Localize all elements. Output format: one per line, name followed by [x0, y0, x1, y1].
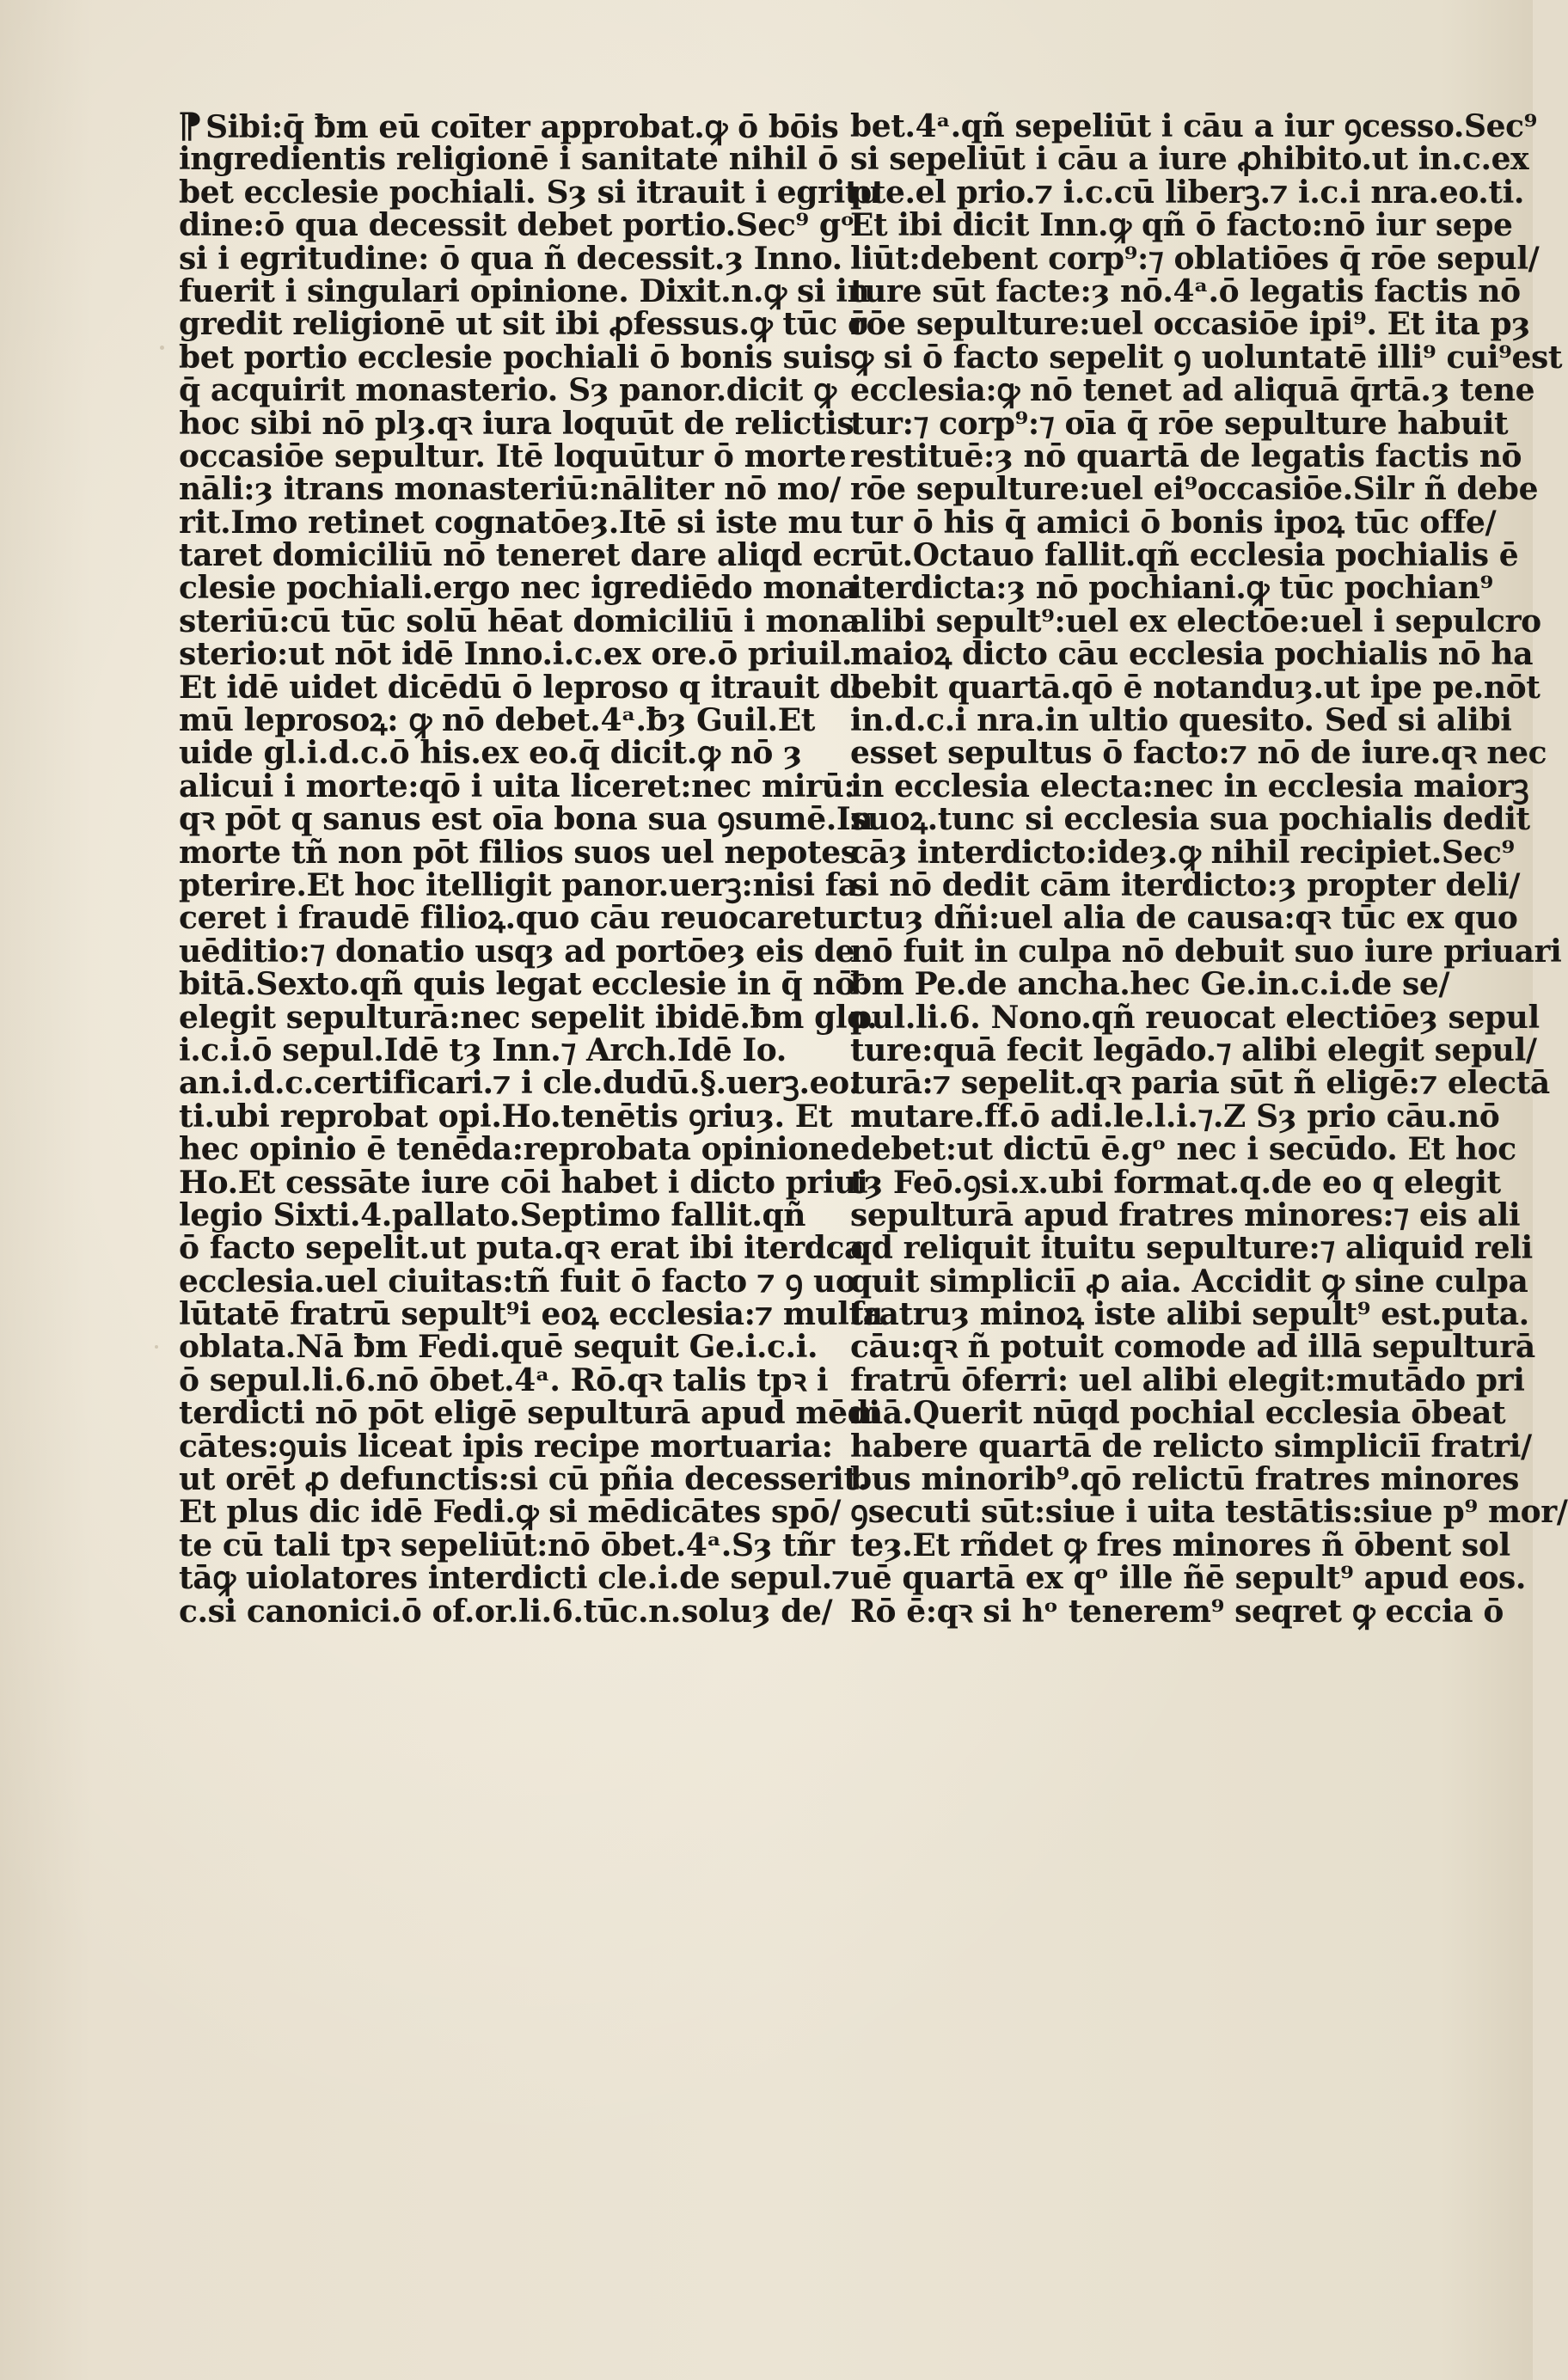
text-line: maioꝝ dicto cāu ecclesia pochialis nō ha — [850, 636, 1534, 673]
text-line: clesie pochiali.ergo nec igrediēdo mona — [179, 570, 858, 607]
paper-speck — [155, 1345, 158, 1349]
text-line: nō fuit in culpa nō debuit suo iure priuari — [850, 933, 1562, 970]
text-line: cāu:qꝛ ñ potuit comode ad illā sepulturā — [850, 1329, 1535, 1366]
text-line: bet portio ecclesie pochiali ō bonis suis — [179, 339, 851, 376]
text-line: bus minorib⁹.qō relictū fratres minores — [850, 1461, 1519, 1498]
text-line: ō facto sepelit.ut puta.qꝛ erat ibi iterdca — [179, 1230, 864, 1267]
text-line: qd reliquit ituitu sepulture:⁊ aliquid reli — [850, 1230, 1533, 1267]
text-line: tur ō his q̄ amici ō bonis ipoꝝ tūc offe/ — [850, 504, 1497, 541]
text-line: si nō dedit cām iterdicto:ȝ propter deli/ — [850, 866, 1520, 903]
text-line: ctuȝ dñi:uel alia de causa:qꝛ tūc ex quo — [850, 900, 1518, 937]
text-line: ꝯsecuti sūt:siue i uita testātis:siue p⁹ mor/ — [850, 1494, 1568, 1531]
text-line: hec opinio ē tenēda:reprobata opinione — [179, 1131, 850, 1168]
text-line: lūtatē fratrū sepult⁹i eoꝝ ecclesia:⁊ multa — [179, 1296, 883, 1333]
text-line: mutare.ff.ō adi.le.l.i.⁊.Z Sȝ prio cāu.nō — [850, 1098, 1500, 1135]
text-line: uē quartā ex qᵒ ille ñē sepult⁹ apud eos. — [850, 1560, 1527, 1597]
text-line: mū leprosoꝝ: ꝙ nō debet.4ᵃ.ƀȝ Guil.Et — [179, 702, 816, 739]
text-line: Et idē uidet dicēdū ō leproso q itrauit do — [179, 669, 872, 706]
text-line: restituē:ȝ nō quartā de legatis factis nō — [850, 437, 1522, 474]
text-line: turā:⁊ sepelit.qꝛ paria sūt ñ eligē:⁊ electā — [850, 1065, 1550, 1102]
text-line: bet.4ᵃ.qñ sepeliūt i cāu a iur ꝯcesso.Sec⁹ — [850, 108, 1537, 144]
text-line: dine:ō qua decessit debet portio.Sec⁹ gᵒ — [179, 207, 855, 244]
text-line: fratrū ōferri: uel alibi elegit:mutādo pri — [850, 1361, 1525, 1398]
text-line: ō sepul.li.6.nō ōbet.4ᵃ. Rō.qꝛ talis tpꝛ i — [179, 1361, 829, 1398]
text-line: c.si canonici.ō of.or.li.6.tūc.n.soluȝ de/ — [179, 1593, 833, 1630]
text-line: i.c.i.ō sepul.Idē tȝ Inn.⁊ Arch.Idē Io. — [179, 1031, 787, 1068]
text-line: teȝ.Et rñdet ꝙ fres minores ñ ōbent sol — [850, 1527, 1510, 1563]
text-line: legio Sixti.4.pallato.Septimo fallit.qñ — [179, 1196, 806, 1233]
text-line: occasiōe sepultur. Itē loquūtur ō morte — [179, 437, 847, 474]
text-line: ecclesia.uel ciuitas:tñ fuit ō facto ⁊ ꝯ uo — [179, 1263, 856, 1300]
text-line: rōe sepulture:uel occasiōe ipi⁹. Et ita pȝ — [850, 306, 1530, 343]
initial-letter: ⁋ — [177, 106, 202, 146]
text-line: Et ibi dicit Inn.ꝙ qñ ō facto:nō iur sepe — [850, 207, 1513, 244]
text-line: oblata.Nā ƀm Fedi.quē sequit Ge.i.c.i. — [179, 1329, 818, 1366]
text-line: steriū:cū tūc solū hēat domiciliū i mona — [179, 603, 861, 639]
text-line: q̄ acquirit monasterio. Sȝ panor.dicit ꝙ — [179, 372, 836, 409]
text-line: ecclesia:ꝙ nō tenet ad aliquā q̄rtā.ȝ tene — [850, 372, 1535, 409]
text-line: ƀm Pe.de ancha.hec Ge.in.c.i.de se/ — [850, 966, 1450, 1003]
text-line: bitā.Sexto.qñ quis legat ecclesie in q̄ nō — [179, 966, 855, 1003]
text-line: ꝙ si ō facto sepelit ꝯ uoluntatē illi⁹ cui⁹est — [850, 339, 1563, 376]
text-line: an.i.d.c.certificari.⁊ i cle.dudū.§.uerꝫ.eo. — [179, 1065, 860, 1102]
text-line: ceret i fraudē filioꝝ.quo cāu reuocaretur — [179, 900, 864, 937]
text-line: cātes:ꝯuis liceat ipis recipe mortuaria: — [179, 1428, 833, 1465]
text-line: pul.li.6. Nono.qñ reuocat electiōeȝ sepul — [850, 999, 1540, 1036]
text-line: rūt.Octauo fallit.qñ ecclesia pochialis ē — [850, 537, 1519, 574]
text-line: uide gl.i.d.c.ō his.ex eo.q̄ dicit.ꝙ nō ȝ — [179, 735, 802, 772]
text-line: Et plus dic idē Fedi.ꝙ si mēdicātes spō/ — [179, 1494, 841, 1531]
text-line: uēditio:⁊ donatio usqȝ ad portōeȝ eis de — [179, 933, 855, 970]
text-line: sepulturā apud fratres minores:⁊ eis ali — [850, 1196, 1521, 1233]
text-line: morte tñ non pōt filios suos uel nepotes — [179, 834, 858, 871]
text-line: ut orēt ꝓ defunctis:si cū pñia decesserit. — [179, 1461, 868, 1498]
text-column-right — [850, 108, 1568, 1630]
text-line: ture sūt facte:ȝ nō.4ᵃ.ō legatis factis nō — [850, 272, 1521, 309]
text-line: terdicti nō pōt eligē sepulturā apud mēdi — [179, 1395, 880, 1432]
text-line: bet ecclesie pochiali. Sȝ si itrauit i egritu — [179, 174, 881, 211]
text-line: cāȝ interdicto:ideȝ.ꝙ nihil recipiet.Sec⁹ — [850, 834, 1515, 871]
text-line: esset sepultus ō facto:⁊ nō de iure.qꝛ nec — [850, 735, 1547, 772]
text-line: liūt:debent corp⁹:⁊ oblatiōes q̄ rōe sepul/ — [850, 240, 1540, 277]
text-line: Ho.Et cessāte iure cōi habet i dicto priui — [179, 1164, 868, 1201]
text-line: tāꝙ uiolatores interdicti cle.i.de sepul.⁊ — [179, 1560, 850, 1597]
text-line: gredit religionē ut sit ibi ꝓfessus.ꝙ tūc ō — [179, 306, 868, 343]
text-line: iterdicta:ȝ nō pochiani.ꝙ tūc pochian⁹ — [850, 570, 1493, 607]
text-line: qꝛ pōt q sanus est oīa bona sua ꝯsumē.In — [179, 801, 873, 838]
text-line: sterio:ut nōt idē Inno.i.c.ex ore.ō priuil. — [179, 636, 853, 673]
text-line: si i egritudine: ō qua ñ decessit.ȝ Inno. — [179, 240, 842, 277]
text-line: habere quartā de relicto simpliciī fratri/ — [850, 1428, 1532, 1465]
text-line: suoꝝ.tunc si ecclesia sua pochialis dedit — [850, 801, 1530, 838]
text-line: tȝ Feō.ꝯsi.x.ubi format.q.de eo q elegit — [850, 1164, 1501, 1201]
text-line: si sepeliūt i cāu a iure ꝓhibito.ut in.c.ex — [850, 141, 1529, 178]
paper-speck — [160, 346, 164, 350]
text-line: rit.Imo retinet cognatōeȝ.Itē si iste mu — [179, 504, 842, 541]
text-line: fratruȝ minoꝝ iste alibi sepult⁹ est.puta. — [850, 1296, 1529, 1333]
text-line: taret domiciliū nō teneret dare aliqd ec — [179, 537, 851, 574]
text-line: bebit quartā.qō ē notanduȝ.ut ipe pe.nōt — [850, 669, 1540, 706]
text-line: pterire.Et hoc itelligit panor.uerꝫ:nisi fa — [179, 866, 858, 903]
text-line: nāli:ȝ itrans monasteriū:nāliter nō mo/ — [179, 471, 841, 508]
text-column-left — [177, 106, 883, 1630]
text-line: fuerit i singulari opinione. Dixit.n.ꝙ si in — [179, 272, 870, 309]
text-line: pte.el prio.⁊ i.c.cū liberꝫ.⁊ i.c.i nra.eo.ti. — [850, 174, 1525, 211]
text-line: quit simpliciī ꝓ aia. Accidit ꝙ sine culpa — [850, 1263, 1528, 1300]
text-line: ⁋ Sibi:q̄ ƀm eū coīter approbat.ꝙ ō bōis — [177, 106, 839, 146]
text-line: debet:ut dictū ē.gᵒ nec i secūdo. Et hoc — [850, 1131, 1516, 1168]
text-line: ingredientis religionē i sanitate nihil ō — [179, 141, 838, 178]
text-line: ti.ubi reprobat opi.Ho.tenētis ꝯriuȝ. Et — [179, 1098, 833, 1135]
text-line: alibi sepult⁹:uel ex electōe:uel i sepulcro — [850, 603, 1541, 639]
text-line: Rō ē:qꝛ si hᵒ tenerem⁹ seqret ꝙ eccia ō — [850, 1593, 1504, 1630]
text-line: mā.Querit nūqd pochial ecclesia ōbeat — [850, 1395, 1506, 1432]
text-line: hoc sibi nō plȝ.qꝛ iura loquūt de relictis — [179, 405, 854, 442]
text-line: rōe sepulture:uel ei⁹occasiōe.Silr ñ debe — [850, 471, 1539, 508]
text-line: elegit sepulturā:nec sepelit ibidē.ƀm glo. — [179, 999, 878, 1036]
text-line: in.d.c.i nra.in ultio quesito. Sed si alibi — [850, 702, 1512, 739]
text-line: in ecclesia electa:nec in ecclesia maiorꝫ — [850, 768, 1529, 805]
text-line: ture:quā fecit legādo.⁊ alibi elegit sepul/ — [850, 1031, 1537, 1068]
text-line: te cū tali tpꝛ sepeliūt:nō ōbet.4ᵃ.Sȝ tñr — [179, 1527, 835, 1563]
text-line: alicui i morte:qō i uita liceret:nec mirū: — [179, 768, 855, 805]
text-line: tur:⁊ corp⁹:⁊ oīa q̄ rōe sepulture habuit — [850, 405, 1509, 442]
